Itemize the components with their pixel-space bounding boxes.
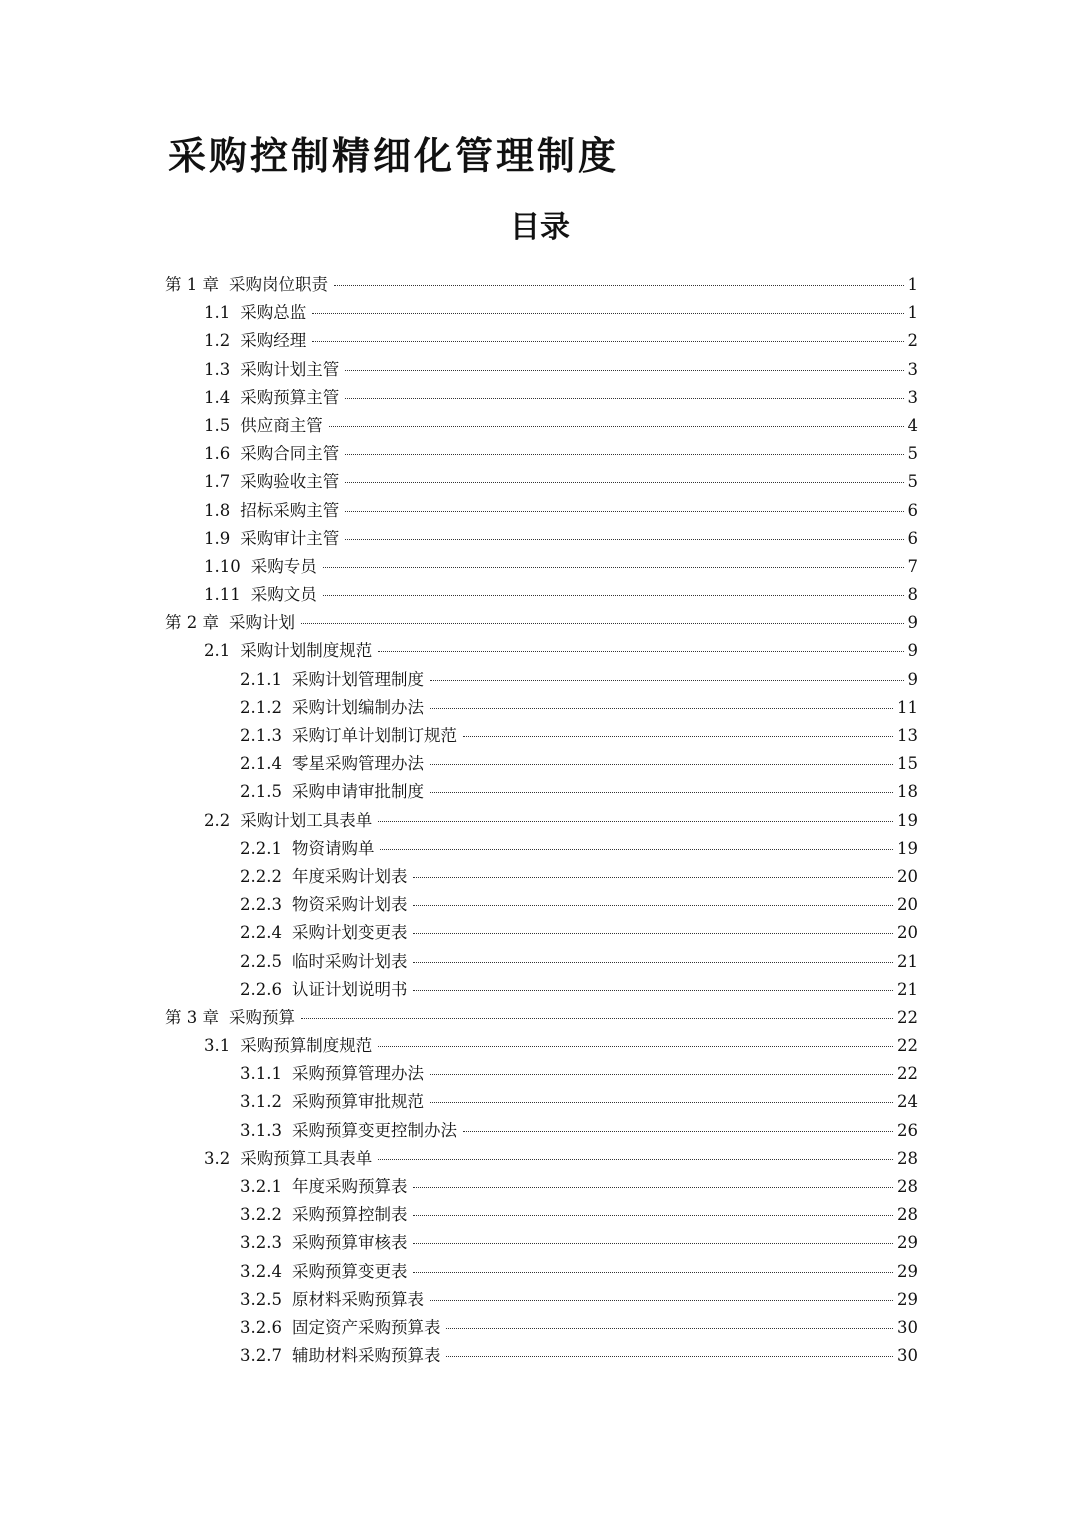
toc-dot-leader [323, 595, 904, 596]
toc-entry[interactable] [0, 1314, 1080, 1342]
toc-entry[interactable] [0, 299, 1080, 327]
toc-entry[interactable] [0, 1060, 1080, 1088]
toc-entry-title: 采购验收主管 [240, 472, 340, 492]
toc-entry-number: 2.2.2 [240, 866, 282, 886]
toc-entry-number: 1.6 [204, 444, 231, 464]
toc-entry-page: 6 [907, 528, 918, 548]
toc-entry-title: 采购计划变更表 [291, 923, 408, 943]
toc-entry-number: 3.2.3 [240, 1233, 282, 1253]
toc-entry-number: 3.2.2 [240, 1205, 282, 1225]
toc-entry-page: 20 [897, 895, 918, 915]
toc-dot-leader [463, 1131, 893, 1132]
toc-entry[interactable] [0, 1201, 1080, 1229]
toc-entry-number: 2.2.4 [240, 923, 282, 943]
toc-entry-number: 第 1 章 [165, 275, 219, 294]
toc-entry-number: 1.9 [204, 528, 231, 548]
toc-entry-page: 28 [897, 1205, 918, 1225]
toc-entry[interactable] [0, 1117, 1080, 1145]
toc-dot-leader [430, 764, 893, 765]
toc-entry-number: 1.11 [204, 585, 241, 605]
toc-entry-title: 采购审计主管 [240, 528, 340, 548]
toc-dot-leader [345, 482, 903, 483]
toc-dot-leader [301, 1018, 893, 1019]
toc-dot-leader [378, 821, 893, 822]
toc-entry-page: 30 [897, 1317, 918, 1337]
toc-dot-leader [413, 877, 893, 878]
toc-dot-leader [430, 708, 893, 709]
toc-entry[interactable] [0, 609, 1080, 637]
toc-entry-page: 9 [907, 641, 918, 661]
toc-entry-page: 5 [907, 472, 918, 492]
toc-entry-number: 1.3 [204, 359, 231, 379]
toc-entry-title: 物资采购计划表 [291, 895, 408, 915]
toc-entry-page: 20 [897, 923, 918, 943]
toc-entry[interactable] [0, 948, 1080, 976]
toc-entry-title: 采购订单计划制订规范 [291, 726, 457, 745]
toc-entry[interactable] [0, 891, 1080, 919]
toc-entry-number: 1.8 [204, 500, 231, 520]
toc-dot-leader [378, 651, 903, 652]
toc-entry-number: 1.4 [204, 387, 231, 407]
toc-entry[interactable] [0, 1342, 1080, 1370]
toc-entry[interactable] [0, 750, 1080, 778]
toc-entry-title: 认证计划说明书 [291, 979, 408, 999]
toc-dot-leader [378, 1159, 893, 1160]
toc-entry-page: 11 [897, 697, 918, 717]
toc-entry-page: 1 [907, 275, 918, 294]
toc-entry-number: 2.1.2 [240, 697, 282, 717]
toc-entry-title: 年度采购预算表 [291, 1177, 408, 1196]
document-title: 采购控制精细化管理制度 [168, 134, 620, 178]
toc-entry-title: 采购合同主管 [240, 444, 340, 464]
toc-entry-page: 15 [897, 754, 918, 774]
toc-entry-title: 采购申请审批制度 [291, 782, 424, 802]
toc-dot-leader [413, 962, 893, 963]
toc-entry-number: 3.2.6 [240, 1317, 282, 1337]
toc-entry[interactable] [0, 1145, 1080, 1173]
toc-entry-page: 20 [897, 866, 918, 886]
toc-entry-title: 采购岗位职责 [229, 275, 328, 294]
toc-entry-title: 零星采购管理办法 [291, 754, 424, 774]
toc-entry-number: 1.1 [204, 303, 231, 323]
toc-entry-page: 29 [897, 1233, 918, 1253]
toc-entry-page: 24 [897, 1092, 918, 1112]
toc-entry-number: 2.2.1 [240, 838, 282, 858]
toc-entry[interactable] [0, 553, 1080, 581]
toc-entry-title: 采购预算变更控制办法 [291, 1120, 457, 1140]
toc-entry-number: 3.2.1 [240, 1177, 282, 1196]
toc-entry[interactable] [0, 412, 1080, 440]
toc-entry[interactable] [0, 1258, 1080, 1286]
toc-entry[interactable] [0, 919, 1080, 947]
toc-entry[interactable] [0, 271, 1080, 299]
toc-entry-title: 原材料采购预算表 [291, 1289, 424, 1309]
toc-entry-page: 3 [907, 359, 918, 379]
toc-dot-leader [345, 454, 903, 455]
toc-dot-leader [345, 511, 903, 512]
toc-entry-number: 2.2.5 [240, 951, 282, 971]
toc-entry-page: 21 [897, 979, 918, 999]
toc-entry[interactable] [0, 976, 1080, 1004]
toc-entry-title: 采购预算变更表 [291, 1261, 408, 1281]
toc-entry-page: 29 [897, 1261, 918, 1281]
toc-dot-leader [380, 849, 893, 850]
toc-entry-page: 4 [907, 415, 918, 435]
toc-dot-leader [430, 1102, 893, 1103]
toc-dot-leader [329, 426, 904, 427]
toc-entry[interactable] [0, 722, 1080, 750]
toc-entry-page: 8 [907, 585, 918, 605]
toc-dot-leader [430, 792, 893, 793]
toc-heading: 目录 [510, 210, 570, 245]
toc-dot-leader [413, 1243, 893, 1244]
toc-entry-number: 第 3 章 [165, 1007, 219, 1027]
toc-entry-title: 物资请购单 [291, 838, 375, 858]
toc-dot-leader [446, 1328, 893, 1329]
toc-entry-title: 采购预算制度规范 [240, 1036, 373, 1056]
toc-entry-number: 2.1.1 [240, 669, 282, 689]
toc-entry[interactable] [0, 1229, 1080, 1257]
toc-entry-page: 22 [897, 1064, 918, 1084]
toc-entry-number: 3.2.5 [240, 1289, 282, 1309]
toc-entry-number: 3.1.3 [240, 1120, 282, 1140]
toc-entry-number: 第 2 章 [165, 613, 219, 633]
toc-entry-title: 辅助材料采购预算表 [291, 1346, 441, 1366]
toc-entry[interactable] [0, 1088, 1080, 1116]
toc-entry-number: 3.2.4 [240, 1261, 282, 1281]
toc-entry-page: 30 [897, 1346, 918, 1366]
toc-entry[interactable] [0, 1173, 1080, 1201]
toc-dot-leader [345, 539, 903, 540]
toc-entry-page: 13 [897, 726, 918, 745]
toc-dot-leader [345, 398, 903, 399]
toc-dot-leader [323, 567, 904, 568]
toc-entry[interactable] [0, 468, 1080, 496]
toc-entry[interactable] [0, 778, 1080, 806]
toc-entry-number: 2.1.4 [240, 754, 282, 774]
toc-entry-title: 年度采购计划表 [291, 866, 408, 886]
toc-dot-leader [413, 990, 893, 991]
toc-dot-leader [413, 1272, 893, 1273]
toc-entry[interactable] [0, 694, 1080, 722]
toc-entry-title: 固定资产采购预算表 [291, 1317, 441, 1337]
toc-dot-leader [378, 1046, 893, 1047]
toc-entry-title: 采购预算控制表 [291, 1205, 408, 1225]
toc-entry[interactable] [0, 1004, 1080, 1032]
toc-dot-leader [430, 1300, 893, 1301]
toc-entry-title: 采购预算工具表单 [240, 1148, 373, 1168]
toc-dot-leader [345, 370, 903, 371]
toc-entry-number: 1.10 [204, 556, 241, 576]
toc-entry-number: 2.2 [204, 810, 231, 830]
toc-dot-leader [312, 313, 903, 314]
toc-entry-title: 采购计划制度规范 [240, 641, 373, 661]
toc-entry-page: 6 [907, 500, 918, 520]
toc-entry-number: 3.1.1 [240, 1064, 282, 1084]
toc-entry[interactable] [0, 525, 1080, 553]
toc-entry[interactable] [0, 666, 1080, 694]
toc-dot-leader [301, 623, 904, 624]
toc-entry-page: 19 [897, 810, 918, 830]
toc-entry-page: 28 [897, 1177, 918, 1196]
toc-entry-title: 采购计划工具表单 [240, 810, 373, 830]
toc-entry-number: 2.2.3 [240, 895, 282, 915]
toc-dot-leader [446, 1356, 893, 1357]
toc-entry-title: 采购计划主管 [240, 359, 340, 379]
toc-entry-number: 3.2.7 [240, 1346, 282, 1366]
toc-dot-leader [413, 933, 893, 934]
toc-entry-page: 29 [897, 1289, 918, 1309]
toc-entry-title: 采购预算审批规范 [291, 1092, 424, 1112]
toc-entry-title: 供应商主管 [240, 415, 323, 435]
toc-entry[interactable] [0, 863, 1080, 891]
toc-entry-page: 9 [907, 669, 918, 689]
toc-entry-title: 临时采购计划表 [291, 951, 408, 971]
toc-entry-number: 3.1.2 [240, 1092, 282, 1112]
toc-entry-page: 22 [897, 1036, 918, 1056]
toc-entry-number: 3.2 [204, 1148, 231, 1168]
toc-entry[interactable] [0, 440, 1080, 468]
toc-entry[interactable] [0, 497, 1080, 525]
toc-entry-page: 19 [897, 838, 918, 858]
toc-entry[interactable] [0, 356, 1080, 384]
toc-entry-title: 招标采购主管 [240, 500, 340, 520]
toc-entry[interactable] [0, 327, 1080, 355]
toc-entry-page: 21 [897, 951, 918, 971]
toc-entry[interactable] [0, 835, 1080, 863]
toc-entry-title: 采购预算主管 [240, 387, 340, 407]
toc-entry-page: 5 [907, 444, 918, 464]
toc-entry-number: 2.2.6 [240, 979, 282, 999]
toc-entry[interactable] [0, 637, 1080, 665]
toc-entry-page: 7 [907, 556, 918, 576]
toc-entry-title: 采购计划管理制度 [291, 669, 424, 689]
toc-entry-title: 采购总监 [240, 303, 307, 323]
toc-entry-page: 28 [897, 1148, 918, 1168]
toc-entry-title: 采购计划 [229, 613, 295, 633]
toc-entry-page: 3 [907, 387, 918, 407]
toc-entry-title: 采购专员 [250, 556, 317, 576]
toc-dot-leader [463, 736, 893, 737]
toc-entry-number: 2.1 [204, 641, 231, 661]
toc-entry[interactable] [0, 807, 1080, 835]
toc-entry[interactable] [0, 384, 1080, 412]
toc-dot-leader [413, 1187, 893, 1188]
toc-entry-page: 2 [907, 331, 918, 351]
toc-entry-title: 采购预算审核表 [291, 1233, 408, 1253]
table-of-contents [0, 271, 1080, 1370]
toc-entry-title: 采购预算 [229, 1007, 295, 1027]
toc-entry-page: 18 [897, 782, 918, 802]
toc-entry[interactable] [0, 581, 1080, 609]
toc-entry-number: 1.2 [204, 331, 231, 351]
toc-entry-number: 1.7 [204, 472, 231, 492]
toc-entry-page: 9 [907, 613, 918, 633]
toc-entry-title: 采购文员 [250, 585, 317, 605]
toc-entry-page: 26 [897, 1120, 918, 1140]
toc-entry-page: 22 [897, 1007, 918, 1027]
toc-dot-leader [430, 680, 904, 681]
toc-dot-leader [312, 341, 903, 342]
toc-dot-leader [334, 285, 904, 286]
toc-entry-number: 2.1.3 [240, 726, 282, 745]
toc-dot-leader [413, 1215, 893, 1216]
toc-entry-page: 1 [907, 303, 918, 323]
toc-dot-leader [430, 1074, 893, 1075]
toc-entry-title: 采购计划编制办法 [291, 697, 424, 717]
toc-entry-number: 1.5 [204, 415, 231, 435]
toc-dot-leader [413, 905, 893, 906]
toc-entry[interactable] [0, 1032, 1080, 1060]
toc-entry-title: 采购经理 [240, 331, 307, 351]
toc-entry-number: 2.1.5 [240, 782, 282, 802]
toc-entry[interactable] [0, 1286, 1080, 1314]
toc-entry-number: 3.1 [204, 1036, 231, 1056]
toc-entry-title: 采购预算管理办法 [291, 1064, 424, 1084]
